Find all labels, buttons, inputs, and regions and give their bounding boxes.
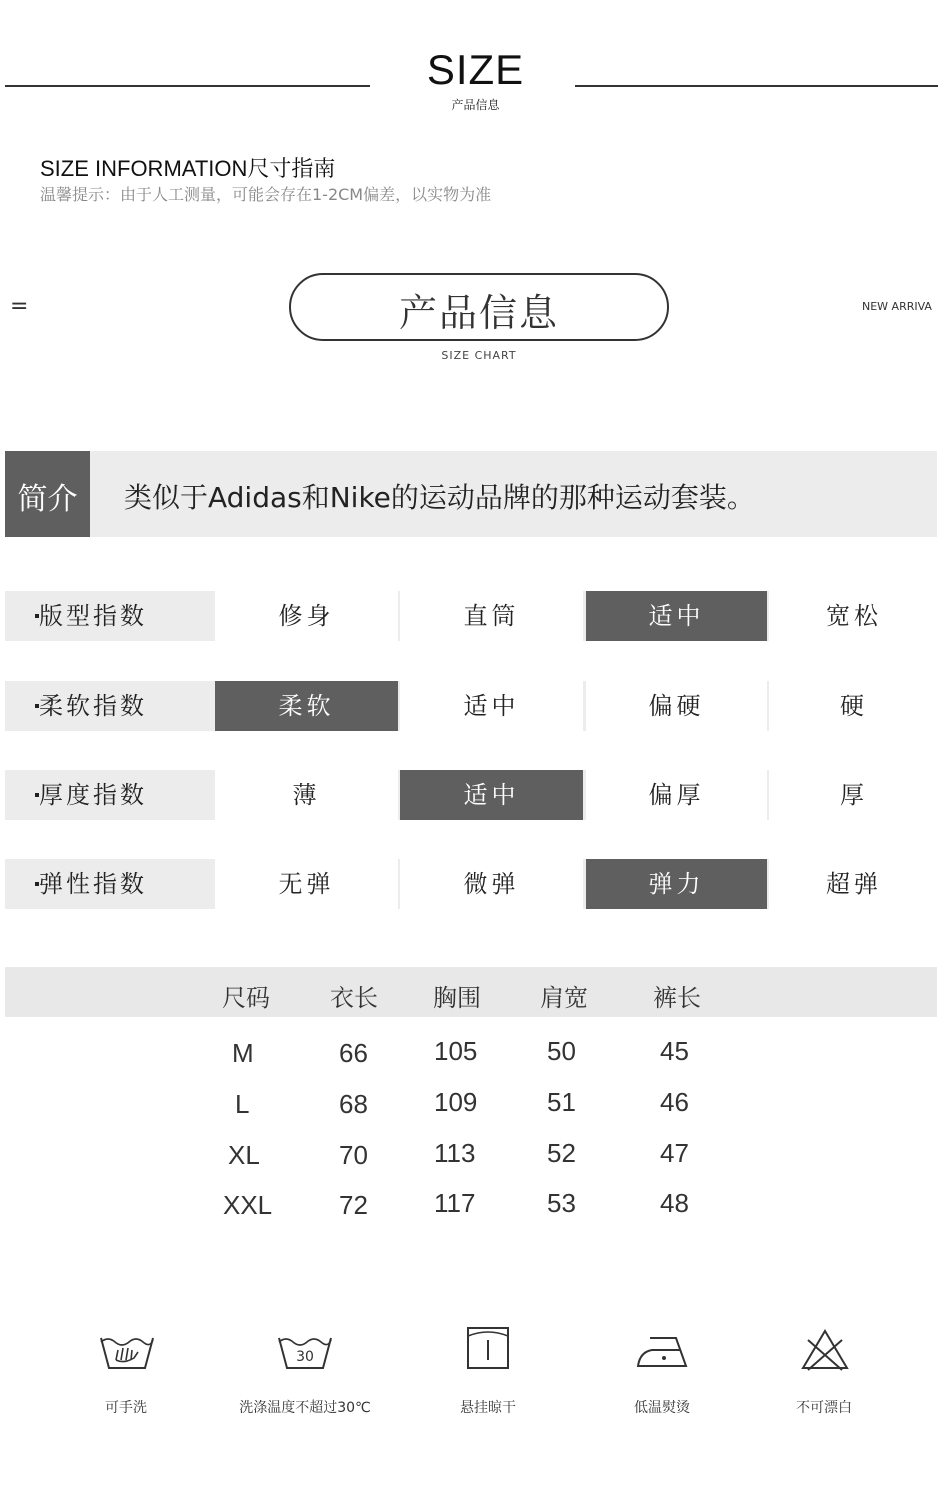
size-cell: 52 xyxy=(547,1138,576,1168)
index-option-selected: 弹力 xyxy=(586,859,767,909)
size-cell: 109 xyxy=(434,1087,478,1117)
size-cell: 72 xyxy=(339,1190,368,1220)
low-iron-icon xyxy=(636,1328,690,1370)
index-option: 微弹 xyxy=(400,859,583,909)
care-label: 不可漂白 xyxy=(796,1400,852,1416)
page-title: SIZE xyxy=(426,46,525,93)
index-option: 厚 xyxy=(769,770,939,820)
size-cell: 50 xyxy=(547,1036,576,1066)
size-cell: L xyxy=(235,1089,250,1119)
care-label: 悬挂晾干 xyxy=(460,1400,516,1416)
size-header-cell: 裤长 xyxy=(653,984,701,1012)
size-header-cell: 胸围 xyxy=(433,984,481,1012)
intro-label: 简介 xyxy=(17,482,78,517)
size-cell: 53 xyxy=(547,1188,576,1218)
size-cell: 117 xyxy=(434,1188,476,1218)
size-cell: 70 xyxy=(339,1140,368,1170)
size-header-cell: 肩宽 xyxy=(540,984,588,1012)
index-option-selected: 适中 xyxy=(400,770,583,820)
page-subtitle: 产品信息 xyxy=(451,98,500,112)
size-cell: XXL xyxy=(223,1190,273,1220)
index-option: 无弹 xyxy=(215,859,398,909)
new-arrival-text: NEW ARRIVA xyxy=(862,300,932,313)
intro-text: 类似于Adidas和Nike的运动品牌的那种运动套装。 xyxy=(124,481,755,514)
care-label: 可手洗 xyxy=(105,1400,147,1416)
index-option: 适中 xyxy=(400,681,583,731)
size-cell: 47 xyxy=(660,1138,689,1168)
size-info-note: 温馨提示：由于人工测量，可能会存在1-2CM偏差，以实物为准 xyxy=(40,185,492,204)
index-label: 弹性指数 xyxy=(39,870,147,898)
index-option: 偏厚 xyxy=(586,770,767,820)
banner-title: 产品信息 xyxy=(398,291,559,335)
index-label: 柔软指数 xyxy=(39,692,147,720)
index-row-elasticity xyxy=(5,859,939,909)
no-bleach-icon xyxy=(800,1328,850,1372)
wash-temp-text: 30 xyxy=(296,1349,314,1365)
index-option: 硬 xyxy=(769,681,939,731)
index-option: 直筒 xyxy=(400,591,583,641)
index-row-fit xyxy=(5,591,939,641)
index-label: 厚度指数 xyxy=(39,781,147,809)
index-label: 版型指数 xyxy=(39,602,147,630)
index-option: 偏硬 xyxy=(586,681,767,731)
wash-30-icon xyxy=(276,1330,334,1372)
index-option: 修身 xyxy=(215,591,398,641)
size-cell: 51 xyxy=(547,1087,576,1117)
index-option: 超弹 xyxy=(769,859,939,909)
index-option-selected: 适中 xyxy=(586,591,767,641)
size-cell: 113 xyxy=(434,1138,476,1168)
index-option: 宽松 xyxy=(769,591,939,641)
size-cell: 105 xyxy=(434,1036,478,1066)
index-row-softness xyxy=(5,681,939,731)
size-cell: XL xyxy=(228,1140,260,1170)
size-info-title: SIZE INFORMATION尺寸指南 xyxy=(40,156,336,181)
care-label: 低温熨烫 xyxy=(634,1400,690,1416)
size-cell: 48 xyxy=(660,1188,689,1218)
hang-dry-icon xyxy=(466,1326,510,1370)
size-cell: 68 xyxy=(339,1089,368,1119)
index-option-selected: 柔软 xyxy=(215,681,398,731)
size-cell: 46 xyxy=(660,1087,689,1117)
banner-left-mark: = xyxy=(10,294,29,319)
size-cell: 45 xyxy=(660,1036,689,1066)
index-row-thickness xyxy=(5,770,939,820)
size-cell: M xyxy=(232,1038,254,1068)
size-header-cell: 尺码 xyxy=(222,984,270,1012)
banner-subtitle: SIZE CHART xyxy=(441,349,517,362)
care-label: 洗涤温度不超过30℃ xyxy=(239,1400,371,1416)
size-cell: 66 xyxy=(339,1038,368,1068)
size-header-cell: 衣长 xyxy=(330,984,378,1012)
hand-wash-icon xyxy=(98,1330,156,1372)
index-option: 薄 xyxy=(215,770,398,820)
